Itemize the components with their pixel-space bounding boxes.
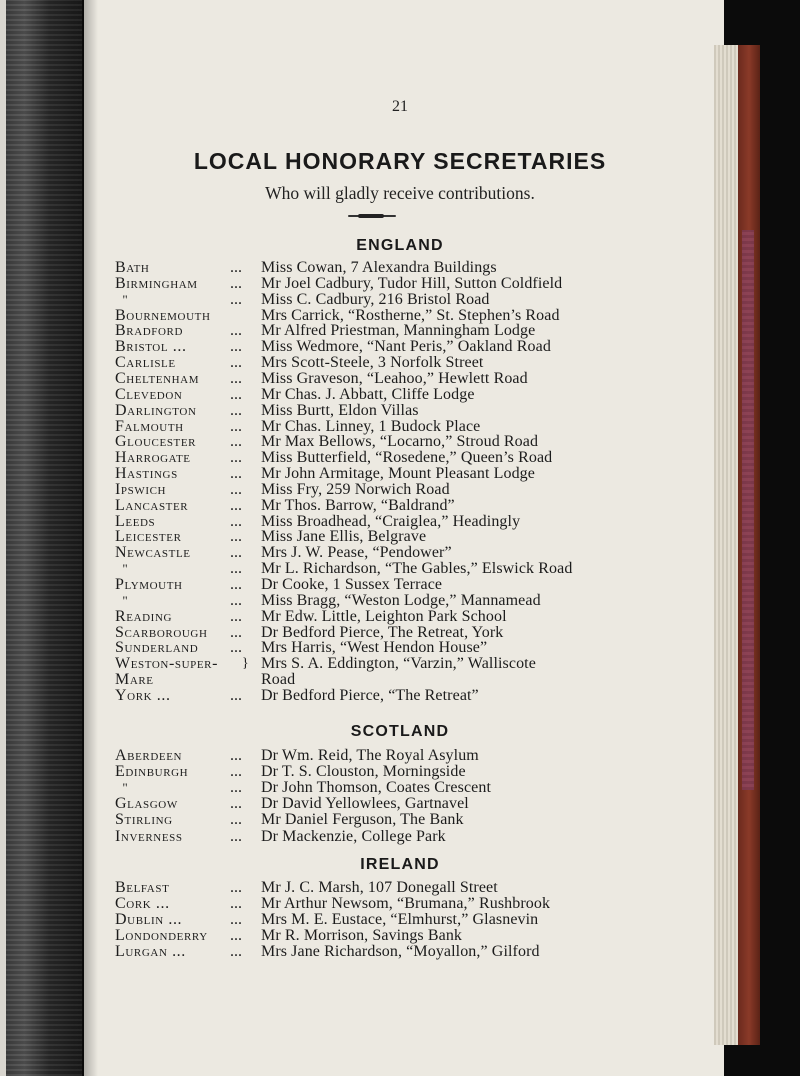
place-name: Bournemouth xyxy=(115,306,211,324)
secretary-name: Miss Fry, 259 Norwich Road xyxy=(261,480,450,498)
leader-dots: ... xyxy=(230,274,242,292)
place-name: Falmouth xyxy=(115,417,184,435)
place-name: Reading xyxy=(115,607,173,625)
secretary-name: Dr John Thomson, Coates Crescent xyxy=(261,779,491,797)
secretary-name: Miss Broadhead, “Craiglea,” Headingly xyxy=(261,512,521,530)
section-heading-england: ENGLAND xyxy=(356,237,444,254)
secretary-name: Mr Edw. Little, Leighton Park School xyxy=(261,607,507,625)
leader-dots: ... xyxy=(230,639,242,657)
page-subtitle: Who will gladly receive contributions. xyxy=(265,183,535,203)
section-heading-scotland: SCOTLAND xyxy=(350,723,450,740)
secretary-name: Dr Wm. Reid, The Royal Asylum xyxy=(261,747,479,764)
page-title: LOCAL HONORARY SECRETARIES xyxy=(193,148,607,174)
place-name: Cork ... xyxy=(115,895,170,913)
place-name: Glasgow xyxy=(115,795,178,813)
secretary-name: Miss Bragg, “Weston Lodge,” Mannamead xyxy=(261,591,541,609)
section-heading-ireland: IRELAND xyxy=(360,856,440,873)
secretary-name: Mr John Armitage, Mount Pleasant Lodge xyxy=(261,465,535,483)
place-name: Birmingham xyxy=(115,274,198,292)
cover-marbling xyxy=(742,230,754,790)
secretary-name: Mr Thos. Barrow, “Baldrand” xyxy=(261,496,455,514)
leader-dots: ... xyxy=(230,879,242,896)
secretary-name: Mrs Jane Richardson, “Moyallon,” Gilford xyxy=(261,943,540,961)
place-name: Hastings xyxy=(115,465,178,483)
secretary-name: Mrs Harris, “West Hendon House” xyxy=(261,639,488,657)
secretary-name: Miss Graveson, “Leahoo,” Hewlett Road xyxy=(261,369,528,387)
secretary-name: Mrs S. A. Eddington, “Varzin,” Walliscote xyxy=(261,655,536,673)
leader-dots: ... xyxy=(230,811,242,829)
place-name: Londonderry xyxy=(115,927,208,945)
leader-dots: ... xyxy=(230,607,242,625)
place-name: " xyxy=(122,561,128,577)
leader-dots: ... xyxy=(230,369,242,387)
secretary-name: Miss Burtt, Eldon Villas xyxy=(261,401,419,419)
leader-dots: ... xyxy=(230,433,242,451)
place-name: Ipswich xyxy=(115,480,167,498)
leader-dots: ... xyxy=(230,544,242,562)
secretary-name: Mr Chas. J. Abbatt, Cliffe Lodge xyxy=(261,385,475,403)
place-name: Scarborough xyxy=(115,623,208,641)
place-name: Leeds xyxy=(115,512,156,530)
secretary-name: Miss Butterfield, “Rosedene,” Queen’s Road xyxy=(261,449,553,467)
leader-dots: ... xyxy=(230,943,242,961)
place-name: Lurgan ... xyxy=(115,943,186,961)
secretary-name: Mr L. Richardson, “The Gables,” Elswick Road xyxy=(261,560,573,578)
leader-dots: ... xyxy=(230,354,242,372)
leader-dots: ... xyxy=(230,779,242,797)
leader-dots: ... xyxy=(230,827,242,845)
secretary-name: Mr Chas. Linney, 1 Budock Place xyxy=(261,417,481,435)
place-name: Belfast xyxy=(115,879,170,896)
place-name: Carlisle xyxy=(115,354,176,372)
leader-dots: ... xyxy=(230,576,242,593)
secretary-name: Dr Bedford Pierce, “The Retreat” xyxy=(261,686,479,704)
leader-dots: ... xyxy=(230,747,242,764)
secretary-name: Dr Cooke, 1 Sussex Terrace xyxy=(261,576,443,593)
leader-dots: ... xyxy=(230,290,242,308)
place-name: Darlington xyxy=(115,401,197,419)
secretary-name: Miss Wedmore, “Nant Peris,” Oakland Road xyxy=(261,338,551,356)
secretary-name: Miss C. Cadbury, 216 Bristol Road xyxy=(261,290,490,308)
place-name: Mare xyxy=(115,671,154,689)
leader-dots: ... xyxy=(230,259,242,276)
place-name: Bath xyxy=(115,259,150,276)
secretary-name: Dr Mackenzie, College Park xyxy=(261,827,446,845)
leader-dots: ... xyxy=(230,401,242,419)
place-name: Dublin ... xyxy=(115,911,183,929)
leader-dots: ... xyxy=(230,560,242,578)
secretary-name: Dr T. S. Clouston, Morningside xyxy=(261,763,466,781)
place-name: " xyxy=(122,291,128,307)
leader-dots: ... xyxy=(230,911,242,929)
place-name: Plymouth xyxy=(115,576,183,593)
secretary-name: Mr Arthur Newsom, “Brumana,” Rushbrook xyxy=(261,895,551,913)
leader-dots: ... xyxy=(230,591,242,609)
place-name: York ... xyxy=(115,686,171,704)
leader-dots: ... xyxy=(230,449,242,467)
secretary-name: Dr David Yellowlees, Gartnavel xyxy=(261,795,469,813)
list-item xyxy=(115,941,725,962)
leader-dots: ... xyxy=(230,496,242,514)
leader-dots: } xyxy=(242,656,249,672)
ornamental-rule xyxy=(348,215,396,217)
place-name: Gloucester xyxy=(115,433,197,451)
place-name: Cheltenham xyxy=(115,369,200,387)
leader-dots: ... xyxy=(230,795,242,813)
place-name: Bristol ... xyxy=(115,338,187,356)
secretary-name: Mr Daniel Ferguson, The Bank xyxy=(261,811,464,829)
place-name: Harrogate xyxy=(115,449,191,467)
secretary-name: Mr J. C. Marsh, 107 Donegall Street xyxy=(261,879,498,896)
place-name: " xyxy=(122,780,128,796)
leader-dots: ... xyxy=(230,895,242,913)
leader-dots: ... xyxy=(230,927,242,945)
place-name: " xyxy=(122,592,128,608)
secretary-name: Mrs J. W. Pease, “Pendower” xyxy=(261,544,452,562)
secretary-name: Mr Max Bellows, “Locarno,” Stroud Road xyxy=(261,433,539,451)
secretary-name: Mr Alfred Priestman, Manningham Lodge xyxy=(261,322,536,340)
secretary-name: Mrs M. E. Eustace, “Elmhurst,” Glasnevin xyxy=(261,911,539,929)
secretary-name: Mrs Carrick, “Rostherne,” St. Stephen’s Road xyxy=(261,306,560,324)
list-item xyxy=(115,826,725,847)
place-name: Sunderland xyxy=(115,639,199,657)
place-name: Aberdeen xyxy=(115,747,183,764)
leader-dots: ... xyxy=(230,512,242,530)
secretary-name: Mrs Scott-Steele, 3 Norfolk Street xyxy=(261,354,484,372)
leader-dots: ... xyxy=(230,763,242,781)
place-name: Leicester xyxy=(115,528,182,546)
leader-dots: ... xyxy=(230,623,242,641)
place-name: Bradford xyxy=(115,322,184,340)
secretary-name: Miss Cowan, 7 Alexandra Buildings xyxy=(261,259,497,276)
place-name: Lancaster xyxy=(115,496,189,514)
secretary-name: Dr Bedford Pierce, The Retreat, York xyxy=(261,623,504,641)
place-name: Newcastle xyxy=(115,544,191,562)
leader-dots: ... xyxy=(230,686,242,704)
leader-dots: ... xyxy=(230,385,242,403)
place-name: Stirling xyxy=(115,811,173,829)
place-name: Clevedon xyxy=(115,385,183,403)
place-name: Edinburgh xyxy=(115,763,189,781)
leader-dots: ... xyxy=(230,322,242,340)
leader-dots: ... xyxy=(230,417,242,435)
place-name: Inverness xyxy=(115,827,183,845)
leader-dots: ... xyxy=(230,528,242,546)
leader-dots: ... xyxy=(230,480,242,498)
leader-dots: ... xyxy=(230,338,242,356)
secretary-name: Road xyxy=(261,671,296,689)
secretary-name: Mr Joel Cadbury, Tudor Hill, Sutton Coldfield xyxy=(261,274,563,292)
secretary-name: Mr R. Morrison, Savings Bank xyxy=(261,927,463,945)
page-number: 21 xyxy=(392,98,408,115)
place-name: Weston-super- xyxy=(115,655,219,673)
leader-dots: ... xyxy=(230,465,242,483)
secretary-name: Miss Jane Ellis, Belgrave xyxy=(261,528,427,546)
list-item xyxy=(115,685,725,706)
